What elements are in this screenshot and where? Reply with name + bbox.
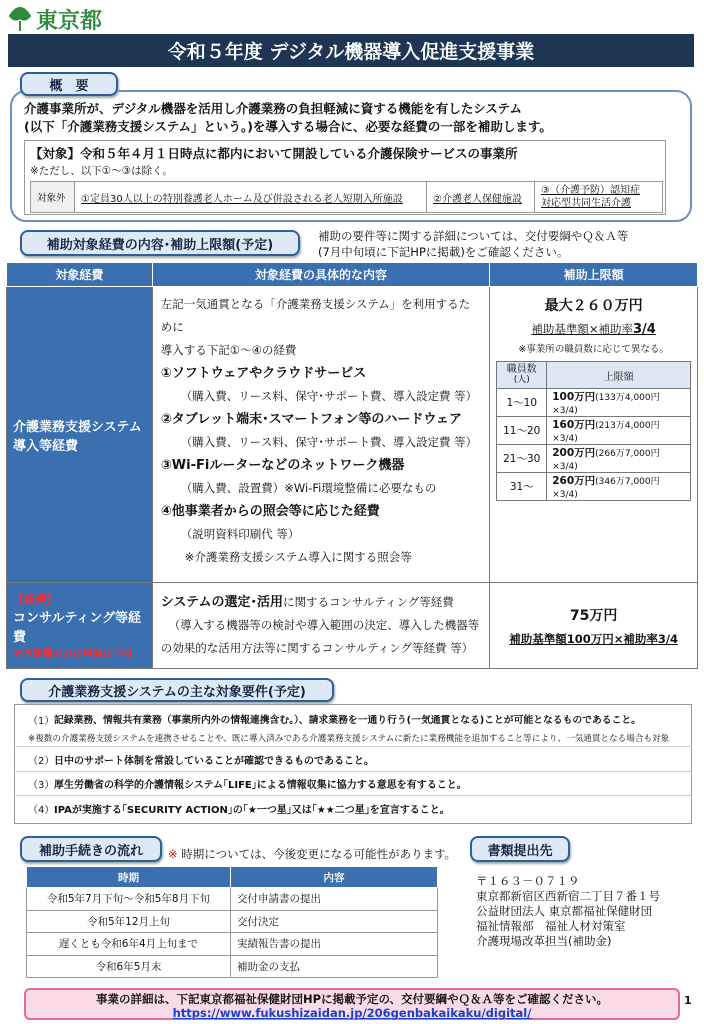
cap-head-staff-label: 職員数: [506, 364, 537, 375]
category-line: 導入等経費: [13, 438, 79, 454]
detail-system: [152, 287, 489, 583]
footer-text: 事業の詳細は、下記東京都福祉保健財団HPに掲載予定の、交付要綱やＱ＆Ａ等をご確認ください。: [95, 992, 609, 1006]
limit-consulting: [490, 583, 698, 669]
cap-amount: 260万円: [552, 475, 596, 487]
detail-item: ③Wi-Fiルーターなどのネットワーク機器: [160, 458, 405, 473]
detail-line: （導入する機器等の検討や導入範囲の決定、導入した機器等: [168, 618, 480, 632]
exclude-label: 対象外: [31, 182, 75, 213]
exclude-item-line: 対応型共同生活介護: [541, 198, 631, 209]
max-amount: 最大２６０万円: [544, 298, 643, 314]
category-system: [7, 287, 153, 583]
exclude-table: [30, 181, 663, 213]
category-consulting: [7, 583, 153, 669]
cap-detail: (133万4,000円×3/4): [552, 393, 660, 416]
expenses-note-line: 補助の要件等に関する詳細については、交付要綱やＱ＆Ａ等: [318, 229, 629, 243]
category-line: 費: [13, 630, 27, 645]
overview-line: 介護事業所が、デジタル機器を活用し介護業務の負担軽減に資する機能を有したシステム: [24, 101, 523, 116]
formula: 補助基準額100万円×補助率3/4: [509, 631, 679, 646]
limit-system: [490, 287, 698, 583]
flow-note-text: 時期については、今後変更になる可能性があります。: [181, 847, 457, 861]
exclude-item: ②介護老人保健施設: [427, 182, 535, 213]
cap-limit: [547, 417, 691, 445]
requirement-text: 記録業務、情報共有業務（事業所内外の情報連携含む。）、請求業務を一通り行う(一気通貫となる)ことが可能となるものであること。: [54, 715, 641, 726]
cap-detail: (346万7,000円×3/4): [552, 477, 660, 500]
col-limit: 補助上限額: [490, 263, 698, 287]
flow-content: 交付申請書の提出: [231, 888, 438, 911]
page-number: 1: [684, 994, 692, 1007]
new-tag: 【新規】: [13, 593, 57, 606]
detail-line: [161, 591, 481, 614]
category-line: コンサルティング等経: [13, 611, 142, 626]
detail-sub: （購入費、リース料、保守･サポート費、導入設定費 等）: [180, 389, 478, 403]
cap-staff: 31～: [497, 473, 547, 501]
requirement-note: [14, 729, 692, 747]
requirement-text: 厚生労働省の科学的介護情報システム｢LIFE｣による情報収集に協力する意思を有すること。: [54, 780, 467, 791]
detail-rest: に関するコンサルティング等経費: [282, 595, 454, 609]
cap-row: [497, 473, 691, 501]
category-line: 介護業務支援システム: [13, 419, 142, 435]
requirement-text: IPAが実施する｢SECURITY ACTION｣の｢★一つ星｣又は｢★★二つ星｣を宣言すること。: [54, 804, 450, 816]
submit-label: 書類提出先: [470, 836, 570, 862]
ginkgo-leaf-icon: [8, 6, 32, 32]
detail-line: の効果的な活用方法等に関するコンサルティング等経費 等）: [160, 641, 474, 655]
footer-banner: [24, 988, 680, 1020]
cap-detail: (213万4,000円×3/4): [552, 421, 660, 444]
requirement-item: [14, 772, 692, 796]
requirements-label: 介護業務支援システムの主な対象要件(予定): [20, 678, 334, 702]
flow-row: [27, 933, 438, 956]
requirement-num: （3）: [28, 780, 55, 791]
staff-note: ※事業所の職員数に応じて異なる。: [518, 344, 669, 355]
flow-content: 補助金の支払: [231, 955, 438, 978]
requirement-num: （4）: [28, 804, 55, 816]
flow-content: 実績報告書の提出: [231, 933, 438, 956]
cap-row: [497, 445, 691, 473]
expenses-table: [6, 262, 698, 669]
requirement-num: （1）: [28, 715, 55, 727]
exclude-item: ①定員30人以上の特別養護老人ホーム及び併設される老人短期入所施設: [75, 182, 427, 213]
address-line: 東京都新宿区西新宿二丁目７番１号: [476, 889, 660, 903]
address-line: 〒１６３－０７１９: [476, 874, 580, 888]
address-line: 福祉情報部 福祉人材対策室: [476, 919, 626, 933]
col-time: 時期: [27, 867, 231, 888]
cap-amount: 100万円: [552, 391, 596, 403]
detail-sub: （購入費、リース料、保守･サポート費、導入設定費 等）: [180, 435, 478, 449]
flow-row: [27, 910, 438, 933]
category-note: ※本経費のみの申請は不可: [13, 649, 133, 660]
requirement-item: [14, 708, 692, 730]
address-line: 介護現場改革担当(補助金): [476, 934, 612, 948]
formula-prefix: 補助基準額×補助率: [531, 322, 634, 336]
flow-time: 令和5年12月上旬: [27, 910, 231, 933]
requirement-item: [14, 748, 692, 772]
detail-bold: システムの選定･活用: [160, 595, 283, 610]
cap-limit: [547, 389, 691, 417]
col-content: 内容: [231, 867, 438, 888]
requirement-item: [14, 796, 692, 820]
cap-detail: (266万7,000円×3/4): [552, 449, 660, 472]
expenses-note-line: (7月中旬頃に下記HPに掲載)をご確認ください。: [318, 245, 569, 259]
cap-staff: 21～30: [497, 445, 547, 473]
cap-row: [497, 417, 691, 445]
overview-label: 概 要: [20, 72, 118, 96]
cap-table: [496, 361, 691, 501]
flow-label: 補助手続きの流れ: [20, 836, 162, 862]
cap-amount: 160万円: [552, 419, 596, 431]
detail-item: ②タブレット端末･スマートフォン等のハードウェア: [160, 412, 462, 427]
col-detail: 対象経費の具体的な内容: [152, 263, 489, 287]
exclude-item-line: ③（介護予防）認知症: [541, 185, 640, 196]
requirement-note-text: ※複数の介護業務支援システムを連携させることや、既に導入済みである介護業務支援システムに新たに業務機能を追加すること等により、一気通貫となる場合も対象: [28, 733, 670, 744]
detail-sub: （説明資料印刷代 等）: [180, 527, 300, 541]
cap-limit: [547, 445, 691, 473]
exclude-item: [535, 182, 663, 213]
detail-sub: （購入費、設置費）※Wi-Fi環境整備に必要なもの: [180, 481, 437, 495]
target-note: ※ただし、以下①～③は除く。: [30, 165, 173, 177]
target-line: 【対象】令和５年４月１日時点に都内において開設している介護保険サービスの事業所: [30, 146, 518, 161]
page-title: 令和５年度 デジタル機器導入促進支援事業: [8, 34, 694, 67]
cap-staff: 11～20: [497, 417, 547, 445]
overview-line: (以下「介護業務支援システム」という。)を導入する場合に、必要な経費の一部を補助します。: [24, 119, 552, 134]
cap-staff: 1～10: [497, 389, 547, 417]
expenses-label: 補助対象経費の内容･補助上限額(予定): [20, 230, 300, 256]
detail-consulting: [152, 583, 489, 669]
detail-note: ※介護業務支援システム導入に関する照会等: [184, 550, 412, 564]
flow-time: 令和5年7月下旬～令和5年8月下旬: [27, 888, 231, 911]
cap-head-unit: (人): [513, 375, 530, 385]
formula-rate: 3/4: [633, 322, 656, 337]
tokyo-logo: [8, 4, 102, 34]
flow-table: [26, 866, 438, 978]
col-category: 対象経費: [7, 263, 153, 287]
submit-address: [476, 874, 660, 949]
cap-head-staff: [497, 362, 547, 389]
flow-row: [27, 888, 438, 911]
requirement-num: （2）: [28, 756, 55, 767]
cap-limit: [547, 473, 691, 501]
logo-text: 東京都: [36, 8, 103, 34]
flow-time: 遅くとも令和6年4月上旬まで: [27, 933, 231, 956]
overview-text: [24, 100, 552, 136]
requirement-text: 日中のサポート体制を常設していることが確認できるものであること。: [54, 756, 374, 767]
cap-head-limit: 上限額: [547, 362, 691, 389]
flow-content: 交付決定: [231, 910, 438, 933]
cap-row: [497, 389, 691, 417]
detail-line: 左記一気通貫となる「介護業務支援システム」を利用するために: [160, 297, 471, 334]
flow-note: [168, 846, 456, 862]
max-amount: 75万円: [569, 607, 618, 624]
note-mark: ※: [168, 847, 178, 861]
formula: [496, 321, 691, 337]
address-line: 公益財団法人 東京都福祉保健財団: [476, 904, 653, 918]
detail-line: 導入する下記①～④の経費: [160, 343, 297, 357]
detail-item: ①ソフトウェアやクラウドサービス: [160, 366, 367, 381]
expenses-note: [318, 228, 628, 260]
flow-row: [27, 955, 438, 978]
detail-item: ④他事業者からの照会等に応じた経費: [160, 504, 380, 519]
footer-link[interactable]: https://www.fukushizaidan.jp/206genbakaikaku/digital/: [172, 1006, 532, 1020]
cap-amount: 200万円: [552, 447, 596, 459]
flow-time: 令和6年5月末: [27, 955, 231, 978]
